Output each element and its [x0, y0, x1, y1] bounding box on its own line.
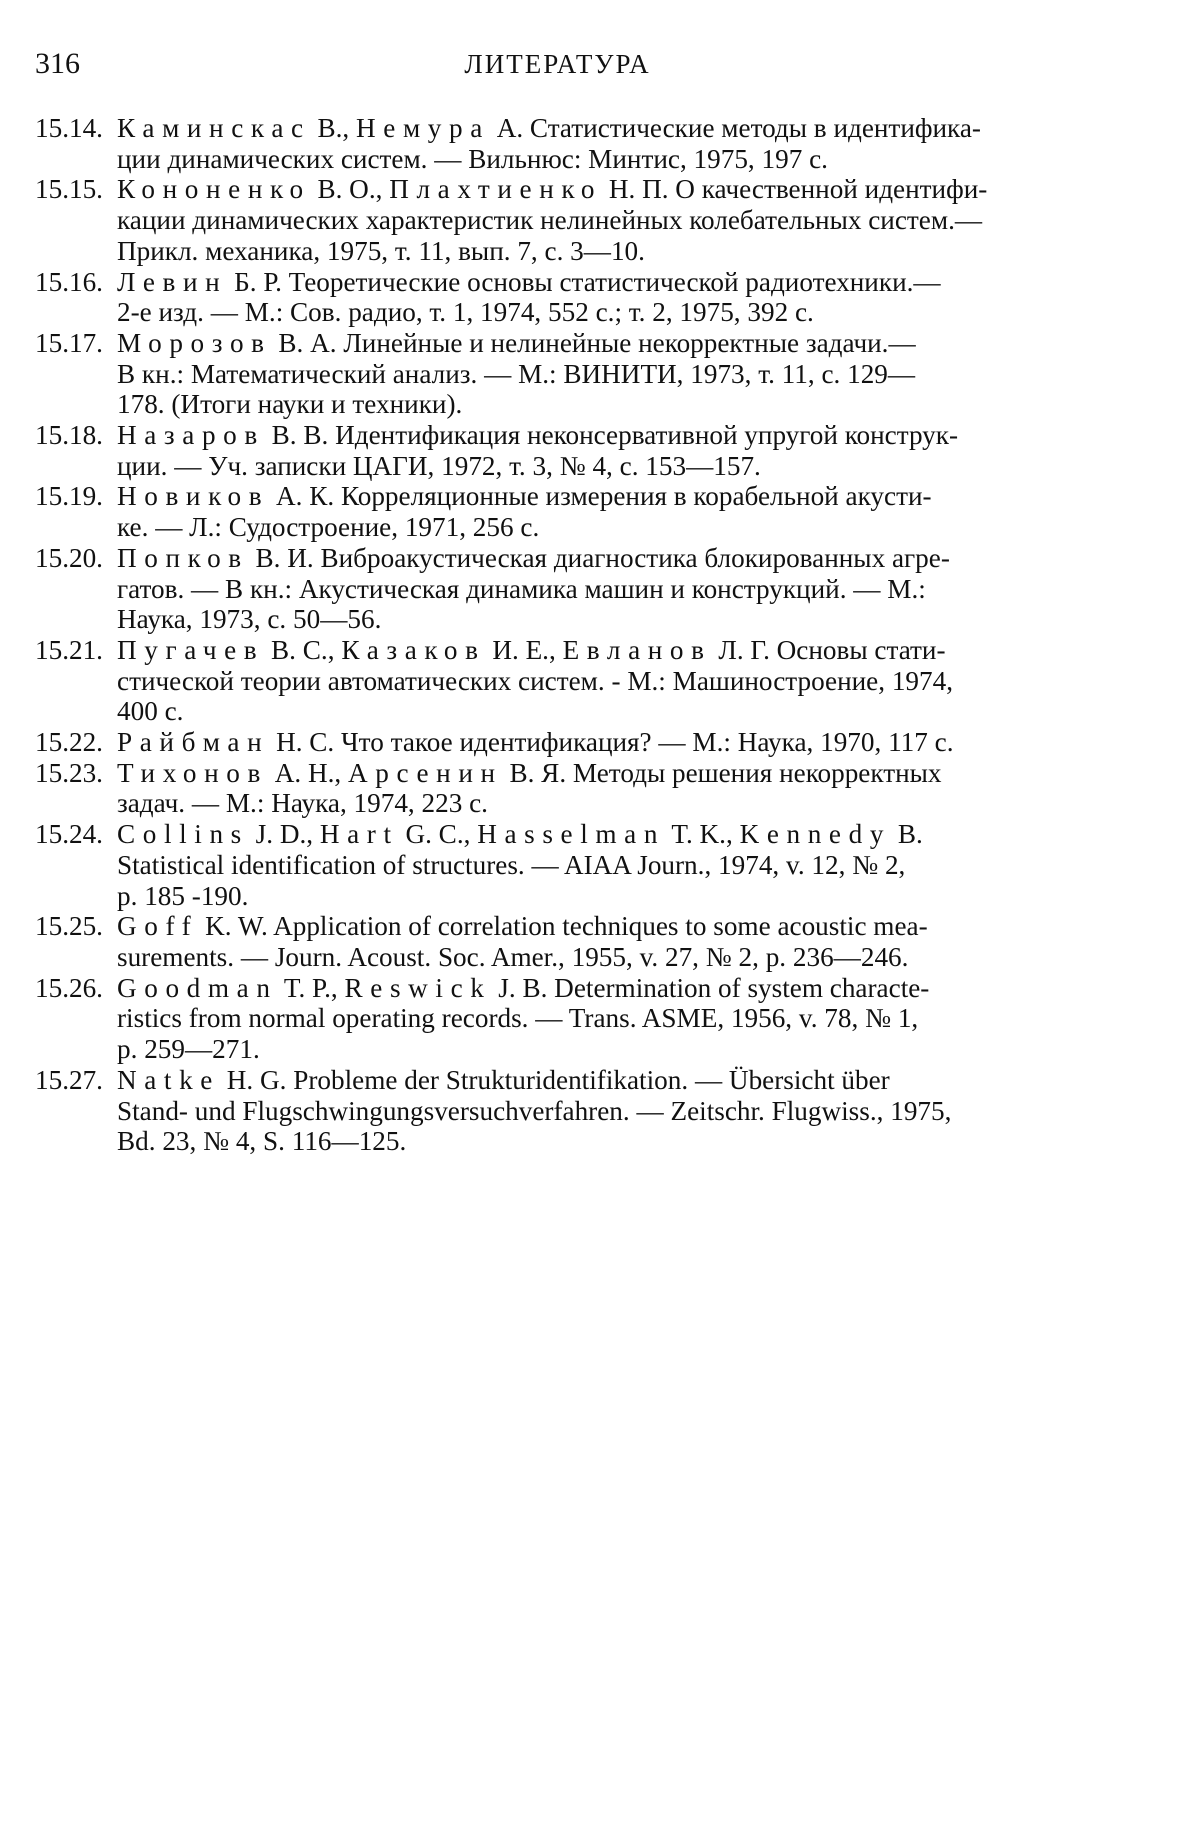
reference-text-segment: В. С.,	[264, 634, 342, 665]
reference-line	[117, 850, 1080, 881]
author-surname: Евланов	[562, 634, 712, 665]
author-surname: Каминскас	[117, 113, 311, 143]
reference-text-segment: B.	[891, 819, 923, 850]
reference-line	[117, 727, 1080, 758]
reference-text-segment: p. 185 -190.	[117, 880, 249, 911]
reference-entry	[35, 267, 1080, 328]
reference-line	[117, 144, 1080, 175]
reference-text-segment: В. И. Виброакустическая диагностика блокированных агре-	[248, 542, 950, 573]
reference-text-segment: H. G. Probleme der Strukturidentifikation. — Übersicht über	[220, 1064, 890, 1095]
author-surname: Левин	[117, 266, 228, 297]
reference-number: 15.15.	[35, 174, 103, 205]
reference-text	[117, 420, 1080, 481]
page-number: 316	[35, 47, 80, 80]
reference-text-segment: ции. — Уч. записки ЦАГИ, 1972, т. 3, № 4, с. 153—157.	[117, 450, 761, 481]
reference-line	[117, 942, 1080, 973]
reference-entry	[35, 113, 1080, 174]
reference-line	[117, 758, 1080, 789]
reference-entry	[35, 420, 1080, 481]
reference-line	[117, 451, 1080, 482]
reference-line	[117, 205, 1080, 236]
author-surname: Арсенин	[348, 757, 503, 788]
author-surname: Hasselman	[477, 819, 666, 850]
reference-number: 15.24.	[35, 819, 103, 850]
page-header	[35, 44, 1080, 84]
reference-text-segment: J. B. Determination of system characte-	[491, 972, 930, 1003]
reference-line	[117, 911, 1080, 942]
reference-entry	[35, 174, 1080, 266]
reference-line	[117, 389, 1080, 420]
reference-text-segment: 2-е изд. — М.: Сов. радио, т. 1, 1974, 552 с.; т. 2, 1975, 392 с.	[117, 297, 814, 328]
reference-line	[117, 696, 1080, 727]
reference-line	[117, 420, 1080, 451]
reference-line	[117, 543, 1080, 574]
author-surname: Назаров	[117, 420, 265, 451]
reference-line	[117, 635, 1080, 666]
author-surname: Плахтиенко	[389, 174, 603, 205]
reference-number: 15.14.	[35, 113, 103, 143]
reference-text-segment: В кн.: Математический анализ. — М.: ВИНИТИ, 1973, т. 11, с. 129—	[117, 358, 916, 389]
reference-list	[35, 113, 1080, 1157]
reference-number: 15.18.	[35, 420, 103, 451]
reference-text	[117, 911, 1080, 972]
reference-line	[117, 297, 1080, 328]
reference-text-segment: Stand- und Flugschwingungsversuchverfahren. — Zeitschr. Flugwiss., 1975,	[117, 1095, 952, 1126]
reference-text-segment: Наука, 1973, с. 50—56.	[117, 604, 382, 635]
author-surname: Kennedy	[739, 819, 892, 850]
author-surname: Goodman	[117, 972, 278, 1003]
reference-line	[117, 481, 1080, 512]
reference-text	[117, 267, 1080, 328]
reference-number: 15.17.	[35, 327, 103, 358]
reference-text	[117, 174, 1080, 266]
author-surname: Казаков	[341, 634, 486, 665]
reference-entry	[35, 911, 1080, 972]
reference-line	[117, 328, 1080, 359]
reference-text	[117, 758, 1080, 819]
reference-entry	[35, 1065, 1080, 1157]
reference-text-segment: В. О.,	[310, 174, 390, 205]
reference-text-segment: В.,	[310, 113, 357, 143]
reference-text	[117, 328, 1080, 420]
reference-text-segment: А. Н.,	[267, 757, 348, 788]
reference-text-segment: В. А. Линейные и нелинейные некорректные задачи.—	[271, 327, 916, 358]
reference-text-segment: 178. (Итоги науки и техники).	[117, 389, 463, 420]
reference-line	[117, 1065, 1080, 1096]
reference-text-segment: стической теории автоматических систем. - М.: Машиностроение, 1974,	[117, 665, 954, 696]
reference-entry	[35, 819, 1080, 911]
reference-text-segment: T. K.,	[665, 819, 740, 850]
reference-entry	[35, 635, 1080, 727]
reference-text-segment: Прикл. механика, 1975, т. 11, вып. 7, с. 3—10.	[117, 235, 645, 266]
reference-text-segment: 400 с.	[117, 696, 184, 727]
reference-text-segment: T. P.,	[277, 972, 345, 1003]
reference-number: 15.20.	[35, 542, 103, 573]
reference-text-segment: гатов. — В кн.: Акустическая динамика машин и конструкций. — М.:	[117, 573, 926, 604]
reference-text-segment: кации динамических характеристик нелинейных колебательных систем.—	[117, 205, 983, 236]
reference-text-segment: J. D.,	[248, 819, 320, 850]
reference-text	[117, 1065, 1080, 1157]
reference-text	[117, 481, 1080, 542]
reference-entry	[35, 481, 1080, 542]
reference-number: 15.19.	[35, 481, 103, 512]
reference-number: 15.22.	[35, 727, 103, 758]
reference-line	[117, 359, 1080, 390]
reference-line	[117, 788, 1080, 819]
reference-text-segment: ции динамических систем. — Вильнюс: Минтис, 1975, 197 с.	[117, 143, 828, 174]
reference-number: 15.25.	[35, 911, 103, 942]
reference-text	[117, 113, 1080, 174]
author-surname: Natke	[117, 1064, 220, 1095]
author-surname: Collins	[117, 819, 249, 850]
reference-text	[117, 819, 1080, 911]
reference-line	[117, 236, 1080, 267]
reference-number: 15.21.	[35, 634, 103, 665]
reference-text-segment: Б. Р. Теоретические основы статистической радиотехники.—	[227, 266, 941, 297]
reference-line	[117, 881, 1080, 912]
reference-text-segment: G. C.,	[398, 819, 478, 850]
reference-line	[117, 113, 1080, 144]
reference-line	[117, 512, 1080, 543]
reference-entry	[35, 727, 1080, 758]
author-surname: Попков	[117, 542, 249, 573]
reference-text-segment: K. W. Application of correlation techniques to some acoustic mea-	[198, 911, 928, 942]
reference-entry	[35, 973, 1080, 1065]
reference-text	[117, 543, 1080, 635]
reference-line	[117, 574, 1080, 605]
author-surname: Тихонов	[117, 757, 268, 788]
reference-text-segment: А. К. Корреляционные измерения в корабельной акусти-	[269, 481, 932, 512]
reference-text-segment: p. 259—271.	[117, 1034, 260, 1065]
author-surname: Reswick	[344, 972, 492, 1003]
reference-number: 15.27.	[35, 1064, 103, 1095]
reference-line	[117, 666, 1080, 697]
reference-text	[117, 635, 1080, 727]
running-title: ЛИТЕРАТУРА	[464, 49, 651, 79]
author-surname: Goff	[117, 911, 199, 942]
reference-line	[117, 819, 1080, 850]
reference-text	[117, 973, 1080, 1065]
reference-text	[117, 727, 1080, 758]
reference-text-segment: И. Е.,	[485, 634, 563, 665]
reference-text-segment: В. В. Идентификация неконсервативной упругой конструк-	[264, 420, 959, 451]
reference-entry	[35, 543, 1080, 635]
author-surname: Морозов	[117, 327, 272, 358]
author-surname: Райбман	[117, 727, 270, 758]
reference-text-segment: Bd. 23, № 4, S. 116—125.	[117, 1126, 407, 1157]
author-surname: Немура	[356, 113, 490, 143]
reference-line	[117, 973, 1080, 1004]
reference-text-segment: Л. Г. Основы стати-	[711, 634, 946, 665]
reference-text-segment: А. Статистические методы в идентифика-	[489, 113, 981, 143]
author-surname: Новиков	[117, 481, 270, 512]
reference-line	[117, 267, 1080, 298]
reference-line	[117, 604, 1080, 635]
author-surname: Кононенко	[117, 174, 311, 205]
reference-text-segment: задач. — М.: Наука, 1974, 223 с.	[117, 788, 488, 819]
reference-number: 15.16.	[35, 266, 103, 297]
reference-text-segment: Н. С. Что такое идентификация? — М.: Наука, 1970, 117 с.	[269, 727, 954, 758]
reference-number: 15.26.	[35, 972, 103, 1003]
author-surname: Hart	[319, 819, 399, 850]
reference-text-segment: В. Я. Методы решения некорректных	[502, 757, 942, 788]
reference-number: 15.23.	[35, 757, 103, 788]
reference-line	[117, 174, 1080, 205]
reference-text-segment: Statistical identification of structures. — AIAA Journ., 1974, v. 12, № 2,	[117, 849, 906, 880]
reference-text-segment: ке. — Л.: Судостроение, 1971, 256 с.	[117, 512, 540, 543]
reference-text-segment: ristics from normal operating records. — Trans. ASME, 1956, v. 78, № 1,	[117, 1003, 919, 1034]
reference-entry	[35, 758, 1080, 819]
reference-line	[117, 1034, 1080, 1065]
reference-text-segment: Н. П. О качественной идентифи-	[602, 174, 988, 205]
reference-line	[117, 1126, 1080, 1157]
reference-line	[117, 1096, 1080, 1127]
author-surname: Пугачев	[117, 634, 265, 665]
reference-entry	[35, 328, 1080, 420]
reference-text-segment: surements. — Journ. Acoust. Soc. Amer., 1955, v. 27, № 2, p. 236—246.	[117, 941, 909, 972]
reference-line	[117, 1003, 1080, 1034]
